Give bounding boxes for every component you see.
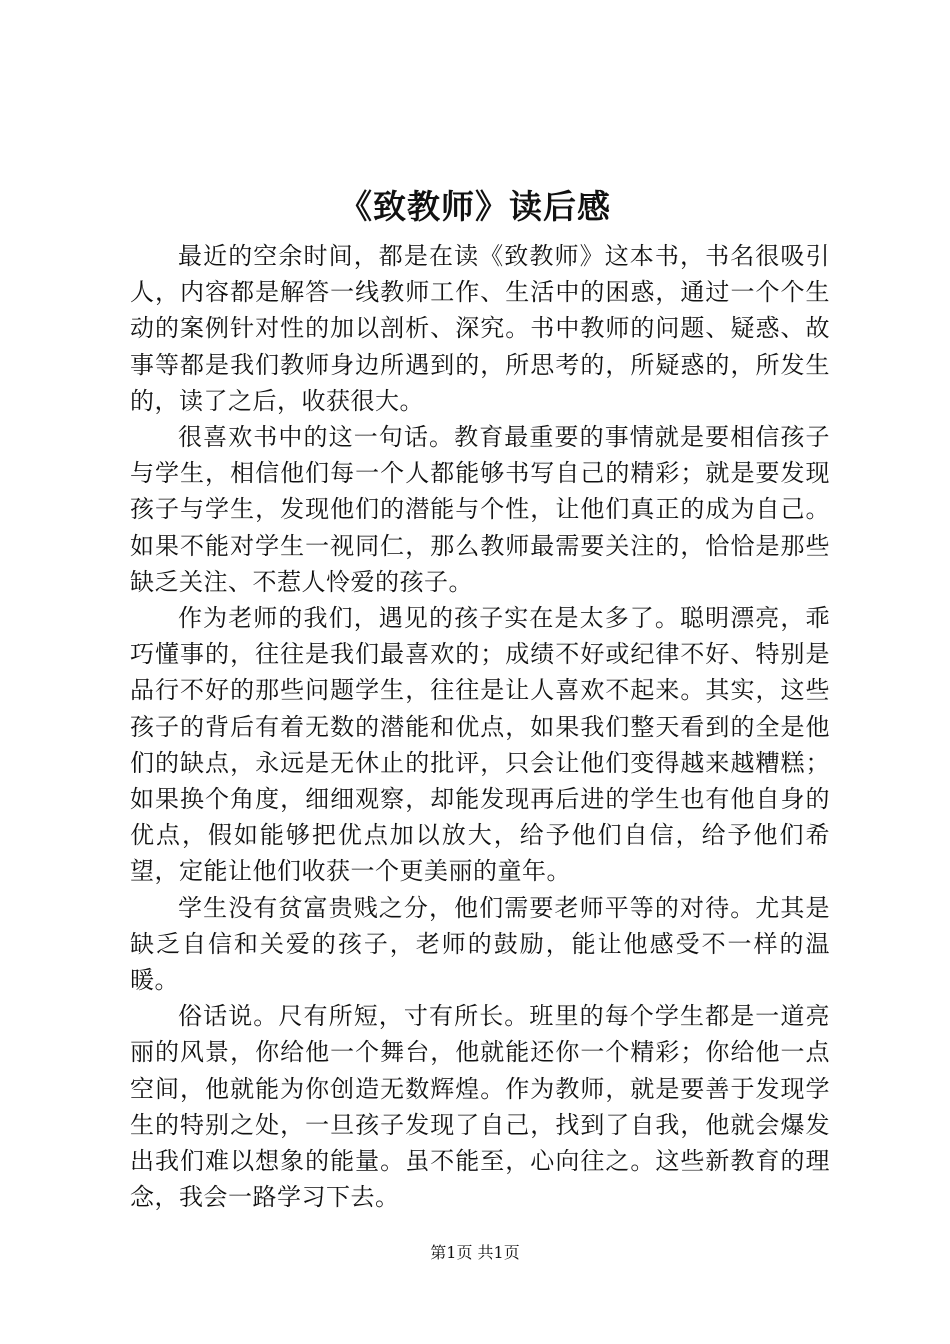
paragraph-2: 很喜欢书中的这一句话。教育最重要的事情就是要相信孩子与学生，相信他们每一个人都能够书写自己的精彩；就是要发现孩子与学生，发现他们的潜能与个性，让他们真正的成为自己。如果不能对学生一视同仁，那么教师最需要关注的，恰恰是那些缺乏关注、不惹人怜爱的孩子。 <box>130 423 830 596</box>
document-body <box>130 238 830 1215</box>
page-number-footer: 第1页 共1页 <box>430 1243 520 1262</box>
paragraph-4: 学生没有贫富贵贱之分，他们需要老师平等的对待。尤其是缺乏自信和关爱的孩子，老师的鼓励，能让他感受不一样的温暖。 <box>130 893 830 995</box>
paragraph-3: 作为老师的我们，遇见的孩子实在是太多了。聪明漂亮，乖巧懂事的，往往是我们最喜欢的；成绩不好或纪律不好、特别是品行不好的那些问题学生，往往是让人喜欢不起来。其实，这些孩子的背后有着无数的潜能和优点，如果我们整天看到的全是他们的缺点，永远是无休止的批评，只会让他们变得越来越糟糕；如果换个角度，细细观察，却能发现再后进的学生也有他自身的优点，假如能够把优点加以放大，给予他们自信，给予他们希望，定能让他们收获一个更美丽的童年。 <box>130 604 830 886</box>
document-title: 《致教师》读后感 <box>339 187 611 226</box>
paragraph-1: 最近的空余时间，都是在读《致教师》这本书，书名很吸引人，内容都是解答一线教师工作、生活中的困惑，通过一个个生动的案例针对性的加以剖析、深究。书中教师的问题、疑惑、故事等都是我们教师身边所遇到的，所思考的，所疑惑的，所发生的，读了之后，收获很大。 <box>130 242 830 415</box>
paragraph-5: 俗话说。尺有所短，寸有所长。班里的每个学生都是一道亮丽的风景，你给他一个舞台，他就能还你一个精彩；你给他一点空间，他就能为你创造无数辉煌。作为教师，就是要善于发现学生的特别之处，一旦孩子发现了自己，找到了自我，他就会爆发出我们难以想象的能量。虽不能至，心向往之。这些新教育的理念，我会一路学习下去。 <box>130 1002 830 1212</box>
